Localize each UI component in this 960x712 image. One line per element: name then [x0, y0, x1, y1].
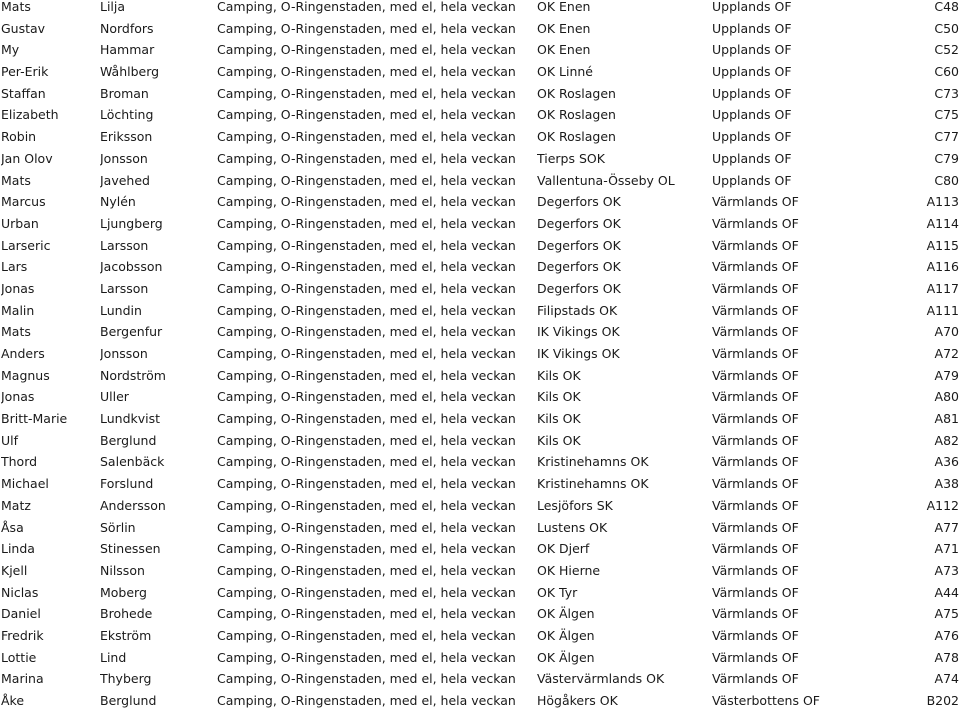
booking-type-cell: Camping, O-Ringenstaden, med el, hela veckan: [217, 584, 516, 600]
district-cell: Värmlands OF: [712, 432, 799, 448]
last-name-cell: Ekström: [100, 627, 152, 643]
last-name-cell: Lundkvist: [100, 411, 161, 427]
table-row: [0, 213, 960, 235]
booking-type-cell: Camping, O-Ringenstaden, med el, hela veckan: [217, 107, 516, 123]
booking-type-cell: Camping, O-Ringenstaden, med el, hela veckan: [217, 346, 516, 361]
club-cell: OK Tyr: [537, 584, 578, 600]
booking-type-cell: Camping, O-Ringenstaden, med el, hela veckan: [217, 541, 516, 557]
site-number-cell: A79: [934, 367, 959, 383]
table-row: [0, 126, 960, 148]
last-name-cell: Löchting: [100, 107, 154, 123]
table-row: [0, 560, 960, 582]
table-row: [0, 451, 960, 473]
site-number-cell: C77: [934, 129, 959, 145]
booking-type-cell: Camping, O-Ringenstaden, med el, hela veckan: [217, 20, 516, 36]
last-name-cell: Jonsson: [100, 346, 148, 361]
district-cell: Värmlands OF: [712, 584, 799, 600]
last-name-cell: Lilja: [100, 0, 126, 14]
first-name-cell: Matz: [1, 497, 31, 513]
booking-type-cell: Camping, O-Ringenstaden, med el, hela veckan: [217, 150, 516, 166]
first-name-cell: Per-Erik: [1, 64, 49, 80]
first-name-cell: Mats: [1, 0, 31, 14]
booking-type-cell: Camping, O-Ringenstaden, med el, hela veckan: [217, 606, 516, 622]
site-number-cell: A77: [934, 519, 959, 535]
table-row: [0, 625, 960, 647]
site-number-cell: A76: [934, 627, 959, 643]
first-name-cell: Jonas: [1, 389, 35, 405]
district-cell: Värmlands OF: [712, 519, 799, 535]
site-number-cell: A73: [934, 562, 959, 578]
district-cell: Upplands OF: [712, 150, 792, 166]
club-cell: Kils OK: [537, 389, 581, 405]
booking-type-cell: Camping, O-Ringenstaden, med el, hela veckan: [217, 671, 516, 687]
site-number-cell: A36: [934, 454, 959, 470]
first-name-cell: Lars: [1, 259, 28, 275]
district-cell: Värmlands OF: [712, 389, 799, 405]
site-number-cell: A72: [934, 346, 959, 361]
site-number-cell: C52: [934, 42, 959, 58]
booking-type-cell: Camping, O-Ringenstaden, med el, hela veckan: [217, 237, 516, 253]
first-name-cell: Kjell: [1, 562, 28, 578]
district-cell: Upplands OF: [712, 85, 792, 101]
booking-type-cell: Camping, O-Ringenstaden, med el, hela veckan: [217, 519, 516, 535]
site-number-cell: C48: [934, 0, 959, 14]
site-number-cell: A117: [926, 280, 959, 296]
site-number-cell: C60: [934, 64, 959, 80]
first-name-cell: Michael: [1, 476, 49, 492]
district-cell: Upplands OF: [712, 172, 792, 188]
booking-type-cell: Camping, O-Ringenstaden, med el, hela veckan: [217, 367, 516, 383]
first-name-cell: Niclas: [1, 584, 39, 600]
last-name-cell: Hammar: [100, 42, 155, 58]
last-name-cell: Brohede: [100, 606, 153, 622]
site-number-cell: A115: [926, 237, 959, 253]
booking-type-cell: Camping, O-Ringenstaden, med el, hela veckan: [217, 627, 516, 643]
club-cell: OK Älgen: [537, 606, 595, 622]
last-name-cell: Larsson: [100, 237, 149, 253]
district-cell: Värmlands OF: [712, 346, 799, 361]
first-name-cell: Britt-Marie: [1, 411, 68, 427]
first-name-cell: Daniel: [1, 606, 41, 622]
last-name-cell: Moberg: [100, 584, 147, 600]
last-name-cell: Sörlin: [100, 519, 136, 535]
site-number-cell: A44: [934, 584, 959, 600]
last-name-cell: Nilsson: [100, 562, 145, 578]
club-cell: Kristinehamns OK: [537, 454, 649, 470]
club-cell: OK Hierne: [537, 562, 601, 578]
booking-type-cell: Camping, O-Ringenstaden, med el, hela veckan: [217, 0, 516, 14]
district-cell: Upplands OF: [712, 0, 792, 14]
district-cell: Värmlands OF: [712, 671, 799, 687]
site-number-cell: B202: [926, 693, 959, 708]
club-cell: OK Roslagen: [537, 129, 616, 145]
district-cell: Värmlands OF: [712, 541, 799, 557]
district-cell: Värmlands OF: [712, 194, 799, 210]
table-row: [0, 690, 960, 712]
booking-type-cell: Camping, O-Ringenstaden, med el, hela veckan: [217, 85, 516, 101]
district-cell: Upplands OF: [712, 107, 792, 123]
table-row: [0, 647, 960, 669]
site-number-cell: A75: [934, 606, 959, 622]
site-number-cell: C79: [934, 150, 959, 166]
last-name-cell: Forslund: [100, 476, 154, 492]
district-cell: Värmlands OF: [712, 649, 799, 665]
first-name-cell: Marcus: [1, 194, 46, 210]
first-name-cell: Mats: [1, 172, 31, 188]
site-number-cell: A113: [926, 194, 959, 210]
first-name-cell: Anders: [1, 346, 45, 361]
site-number-cell: A74: [934, 671, 959, 687]
first-name-cell: Urban: [1, 215, 39, 231]
district-cell: Västerbottens OF: [712, 693, 820, 708]
club-cell: Vallentuna-Össeby OL: [537, 172, 675, 188]
table-row: [0, 191, 960, 213]
table-row: [0, 0, 960, 18]
first-name-cell: Elizabeth: [1, 107, 59, 123]
booking-type-cell: Camping, O-Ringenstaden, med el, hela veckan: [217, 129, 516, 145]
last-name-cell: Javehed: [100, 172, 150, 188]
district-cell: Värmlands OF: [712, 606, 799, 622]
table-row: [0, 83, 960, 105]
first-name-cell: Mats: [1, 324, 31, 340]
club-cell: IK Vikings OK: [537, 324, 620, 340]
table-row: [0, 170, 960, 192]
site-number-cell: C73: [934, 85, 959, 101]
district-cell: Upplands OF: [712, 129, 792, 145]
club-cell: OK Enen: [537, 0, 591, 14]
district-cell: Värmlands OF: [712, 324, 799, 340]
table-row: [0, 343, 960, 365]
district-cell: Värmlands OF: [712, 454, 799, 470]
site-number-cell: A112: [926, 497, 959, 513]
booking-type-cell: Camping, O-Ringenstaden, med el, hela veckan: [217, 497, 516, 513]
booking-type-cell: Camping, O-Ringenstaden, med el, hela veckan: [217, 693, 516, 708]
booking-type-cell: Camping, O-Ringenstaden, med el, hela veckan: [217, 302, 516, 318]
last-name-cell: Jacobsson: [100, 259, 163, 275]
last-name-cell: Bergenfur: [100, 324, 163, 340]
first-name-cell: Jonas: [1, 280, 35, 296]
first-name-cell: Staffan: [1, 85, 46, 101]
booking-type-cell: Camping, O-Ringenstaden, med el, hela veckan: [217, 432, 516, 448]
club-cell: OK Enen: [537, 42, 591, 58]
last-name-cell: Berglund: [100, 432, 157, 448]
site-number-cell: A71: [934, 541, 959, 557]
table-row: [0, 408, 960, 430]
club-cell: IK Vikings OK: [537, 346, 620, 361]
club-cell: Högåkers OK: [537, 693, 618, 708]
district-cell: Värmlands OF: [712, 367, 799, 383]
club-cell: Kils OK: [537, 367, 581, 383]
first-name-cell: My: [1, 42, 20, 58]
site-number-cell: A70: [934, 324, 959, 340]
site-number-cell: A80: [934, 389, 959, 405]
first-name-cell: Thord: [1, 454, 38, 470]
table-row: [0, 668, 960, 690]
booking-type-cell: Camping, O-Ringenstaden, med el, hela veckan: [217, 194, 516, 210]
district-cell: Upplands OF: [712, 42, 792, 58]
district-cell: Värmlands OF: [712, 237, 799, 253]
booking-type-cell: Camping, O-Ringenstaden, med el, hela veckan: [217, 454, 516, 470]
booking-type-cell: Camping, O-Ringenstaden, med el, hela veckan: [217, 259, 516, 275]
district-cell: Värmlands OF: [712, 411, 799, 427]
club-cell: Tierps SOK: [537, 150, 605, 166]
last-name-cell: Nordfors: [100, 20, 154, 36]
last-name-cell: Wåhlberg: [100, 64, 160, 80]
booking-type-cell: Camping, O-Ringenstaden, med el, hela veckan: [217, 172, 516, 188]
district-cell: Värmlands OF: [712, 627, 799, 643]
booking-type-cell: Camping, O-Ringenstaden, med el, hela veckan: [217, 649, 516, 665]
club-cell: OK Roslagen: [537, 85, 616, 101]
table-row: [0, 256, 960, 278]
site-number-cell: C75: [934, 107, 959, 123]
club-cell: OK Djerf: [537, 541, 590, 557]
club-cell: Degerfors OK: [537, 215, 621, 231]
last-name-cell: Lind: [100, 649, 127, 665]
table-row: [0, 235, 960, 257]
site-number-cell: A111: [926, 302, 959, 318]
district-cell: Värmlands OF: [712, 497, 799, 513]
site-number-cell: A78: [934, 649, 959, 665]
booking-type-cell: Camping, O-Ringenstaden, med el, hela veckan: [217, 476, 516, 492]
first-name-cell: Jan Olov: [1, 150, 53, 166]
club-cell: Filipstads OK: [537, 302, 618, 318]
site-number-cell: A114: [926, 215, 959, 231]
first-name-cell: Gustav: [1, 20, 46, 36]
last-name-cell: Uller: [100, 389, 129, 405]
club-cell: OK Älgen: [537, 627, 595, 643]
club-cell: Lustens OK: [537, 519, 608, 535]
club-cell: Lesjöfors SK: [537, 497, 613, 513]
first-name-cell: Fredrik: [1, 627, 44, 643]
club-cell: Degerfors OK: [537, 280, 621, 296]
site-number-cell: A82: [934, 432, 959, 448]
last-name-cell: Nordström: [100, 367, 166, 383]
last-name-cell: Salenbäck: [100, 454, 165, 470]
club-cell: Kils OK: [537, 432, 581, 448]
table-row: [0, 603, 960, 625]
table-row: [0, 365, 960, 387]
district-cell: Upplands OF: [712, 20, 792, 36]
first-name-cell: Magnus: [1, 367, 50, 383]
last-name-cell: Larsson: [100, 280, 149, 296]
club-cell: Degerfors OK: [537, 237, 621, 253]
first-name-cell: Åsa: [1, 519, 24, 535]
table-row: [0, 582, 960, 604]
first-name-cell: Malin: [1, 302, 35, 318]
table-row: [0, 386, 960, 408]
table-row: [0, 321, 960, 343]
club-cell: OK Älgen: [537, 649, 595, 665]
table-row: [0, 278, 960, 300]
site-number-cell: A116: [926, 259, 959, 275]
table-row: [0, 430, 960, 452]
club-cell: OK Linné: [537, 64, 593, 80]
last-name-cell: Broman: [100, 85, 149, 101]
district-cell: Värmlands OF: [712, 562, 799, 578]
table-row: [0, 148, 960, 170]
club-cell: Kristinehamns OK: [537, 476, 649, 492]
club-cell: Kils OK: [537, 411, 581, 427]
club-cell: Degerfors OK: [537, 194, 621, 210]
last-name-cell: Nylén: [100, 194, 136, 210]
booking-type-cell: Camping, O-Ringenstaden, med el, hela veckan: [217, 215, 516, 231]
first-name-cell: Lottie: [1, 649, 37, 665]
first-name-cell: Linda: [1, 541, 35, 557]
first-name-cell: Marina: [1, 671, 44, 687]
booking-type-cell: Camping, O-Ringenstaden, med el, hela veckan: [217, 64, 516, 80]
table-row: [0, 39, 960, 61]
booking-type-cell: Camping, O-Ringenstaden, med el, hela veckan: [217, 42, 516, 58]
table-row: [0, 61, 960, 83]
last-name-cell: Lundin: [100, 302, 142, 318]
district-cell: Värmlands OF: [712, 215, 799, 231]
site-number-cell: C50: [934, 20, 959, 36]
table-row: [0, 300, 960, 322]
district-cell: Värmlands OF: [712, 280, 799, 296]
club-cell: OK Enen: [537, 20, 591, 36]
table-row: [0, 538, 960, 560]
site-number-cell: A38: [934, 476, 959, 492]
last-name-cell: Berglund: [100, 693, 157, 708]
first-name-cell: Robin: [1, 129, 37, 145]
last-name-cell: Eriksson: [100, 129, 153, 145]
first-name-cell: Åke: [1, 693, 25, 708]
last-name-cell: Ljungberg: [100, 215, 163, 231]
last-name-cell: Andersson: [100, 497, 166, 513]
table-row: [0, 18, 960, 40]
last-name-cell: Jonsson: [100, 150, 148, 166]
site-number-cell: A81: [934, 411, 959, 427]
club-cell: OK Roslagen: [537, 107, 616, 123]
district-cell: Värmlands OF: [712, 476, 799, 492]
first-name-cell: Larseric: [1, 237, 51, 253]
last-name-cell: Stinessen: [100, 541, 161, 557]
booking-type-cell: Camping, O-Ringenstaden, med el, hela veckan: [217, 324, 516, 340]
booking-type-cell: Camping, O-Ringenstaden, med el, hela veckan: [217, 280, 516, 296]
table-row: [0, 104, 960, 126]
district-cell: Upplands OF: [712, 64, 792, 80]
booking-type-cell: Camping, O-Ringenstaden, med el, hela veckan: [217, 389, 516, 405]
table-row: [0, 517, 960, 539]
last-name-cell: Thyberg: [100, 671, 152, 687]
club-cell: Västervärmlands OK: [537, 671, 665, 687]
district-cell: Värmlands OF: [712, 259, 799, 275]
table-row: [0, 495, 960, 517]
booking-type-cell: Camping, O-Ringenstaden, med el, hela veckan: [217, 411, 516, 427]
district-cell: Värmlands OF: [712, 302, 799, 318]
club-cell: Degerfors OK: [537, 259, 621, 275]
first-name-cell: Ulf: [1, 432, 19, 448]
site-number-cell: C80: [934, 172, 959, 188]
booking-type-cell: Camping, O-Ringenstaden, med el, hela veckan: [217, 562, 516, 578]
table-row: [0, 473, 960, 495]
